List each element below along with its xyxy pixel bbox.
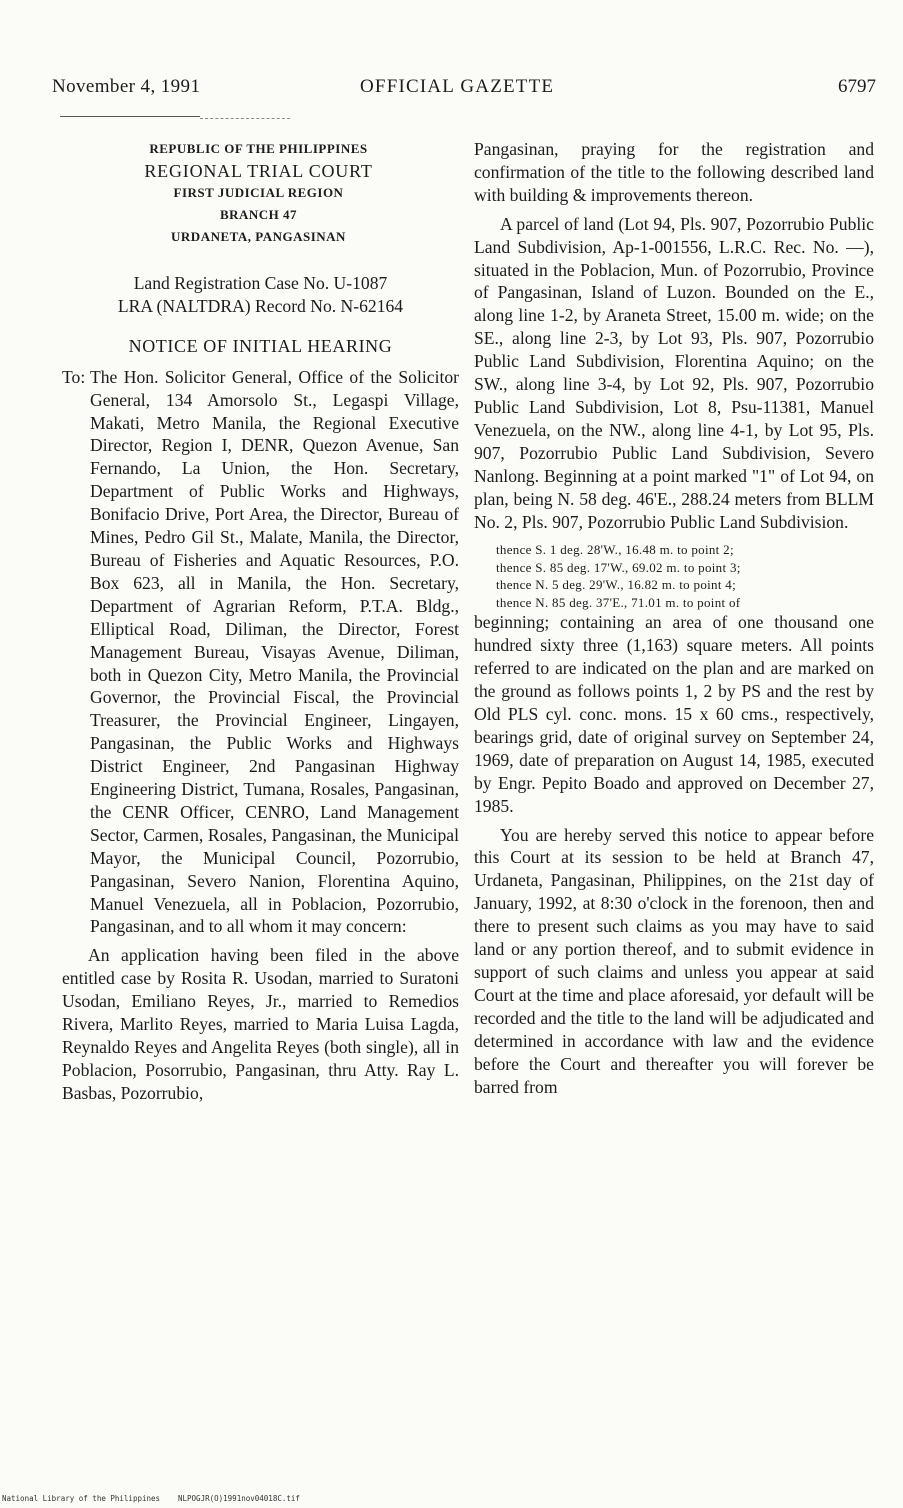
record-number: LRA (NALTDRA) Record No. N-62164 — [117, 295, 404, 316]
bearings-list — [496, 541, 874, 611]
page-number: 6797 — [838, 76, 876, 97]
bearing-line: thence S. 85 deg. 17'W., 69.02 m. to point 3; — [496, 559, 741, 575]
parcel-description: A parcel of land (Lot 94, Pls. 907, Pozorrubio Public Land Subdivision, Ap-1-001556, L.R.C. Rec. No. —), situated in the Poblacion, Mun. of Pozorrubio, Province of Pangasinan, Island of Luzon. Bounded on the E., along line 1-2, by Araneta Street, 15.00 m. wide; on the SE., along line 2-3, by Lot 93, Pls. 907, Pozorrubio Public Land Subdivision, Florentina Aquino; on the SW., along line 3-4, by Lot 92, Pls. 907, Pozorrubio Public Land Subdivision, Lot 8, Psu-11381, Manuel Venezuela, on the NW., along line 4-1, by Lot 95, Pls. 907, Pozorrubio Public Land Subdivision, Severo Nanlong. Beginning at a point marked "1" of Lot 94, on plan, being N. 58 deg. 46'E., 288.24 meters from BLLM No. 2, Pls. 907, Pozorrubio Public Land Subdivision. — [474, 213, 874, 532]
judicial-region: FIRST JUDICIAL REGION — [173, 185, 344, 200]
area-paragraph: beginning; containing an area of one thousand one hundred sixty three (1,163) square meters. All points referred to are indicated on the plan and are marked on the ground as follows points 1, 2 by PS and the rest by Old PLS cyl. conc. mons. 15 x 60 cms., respectively, bearings grid, date of original survey on September 24, 1969, date of preparation on August 14, 1985, executed by Engr. Pepito Boado and approved on December 27, 1985. — [474, 612, 874, 816]
court-name: REGIONAL TRIAL COURT — [144, 161, 373, 181]
bearing-line: thence S. 1 deg. 28'W., 16.48 m. to point 2; — [496, 542, 734, 558]
publication-title: OFFICIAL GAZETTE — [360, 76, 555, 97]
header-rule — [60, 116, 200, 117]
court-heading — [58, 138, 459, 248]
case-number: Land Registration Case No. U-1087 — [133, 273, 388, 293]
left-column — [62, 138, 459, 1105]
bearing-line: thence N. 85 deg. 37'E., 71.01 m. to point of — [496, 594, 741, 610]
application-paragraph: An application having been filed in the above entitled case by Rosita R. Usodan, married to Suratoni Usodan, Emiliano Reyes, Jr., married to Remedios Rivera, Marlito Reyes, married to Maria Luisa Lagda, Reynaldo Reyes and Angelita Reyes (both single), all in Poblacion, Posorrubio, Pangasinan, thru Atty. Ray L. Basbas, Pozorrubio, — [62, 945, 459, 1103]
court-branch: BRANCH 47 — [219, 207, 298, 222]
footer-filename: NLPOGJR(O)1991nov04018C.tif — [178, 1494, 300, 1503]
court-location: URDANETA, PANGASINAN — [171, 229, 346, 244]
footer-library: National Library of the Philippines — [2, 1494, 161, 1503]
served-paragraph: You are hereby served this notice to appear before this Court at its session to be held at Branch 47, Urdaneta, Pangasinan, Philippines, on the 21st day of January, 1992, at 8:30 o'clock in the forenoon, then and there to present such claims as you may have to said land or any portion thereof, and to submit evidence in support of such claims and unless you appear at said Court at the time and place aforesaid, yor default will be recorded and the title to the land will be adjudicated and determined in accordance with law and the evidence before the Court and thereafter you will forever be barred from — [474, 824, 874, 1097]
notice-title: NOTICE OF INITIAL HEARING — [128, 335, 393, 356]
right-column — [474, 138, 874, 1098]
issue-date: November 4, 1991 — [52, 76, 201, 97]
application-continued: Pangasinan, praying for the registration and confirmation of the title to the following described land with building & improvements thereon. — [474, 139, 874, 205]
header-rule-dashed — [200, 118, 290, 119]
page-header — [52, 76, 876, 102]
case-info — [62, 272, 459, 318]
bearing-line: thence N. 5 deg. 29'W., 16.82 m. to point 4; — [496, 577, 737, 593]
addressee-text: The Hon. Solicitor General, Office of the Solicitor General, 134 Amorsolo St., Legaspi Village, Makati, Metro Manila, the Regional Executive Director, Region I, DENR, Quezon Avenue, San Fernando, La Union, the Hon. Secretary, Department of Public Works and Highways, Bonifacio Drive, Port Area, the Director, Bureau of Mines, Pedro Gil St., Malate, Manila, the Director, Bureau of Fisheries and Aquatic Resources, P.O. Box 623, all in Manila, the Hon. Secretary, Department of Agrarian Reform, P.T.A. Bldg., Elliptical Road, Diliman, the Director, Forest Management Bureau, Visayas Avenue, Diliman, both in Quezon City, Metro Manila, the Provincial Governor, the Provincial Fiscal, the Provincial Treasurer, the Provincial Engineer, Lingayen, Pangasinan, the Public Works and Highways District Engineer, 2nd Pangasinan Highway Engineering District, Tumana, Rosales, Pangasinan, the CENR Officer, CENRO, Land Management Sector, Carmen, Rosales, Pangasinan, the Municipal Mayor, the Municipal Council, Pozorrubio, Pangasinan, Severo Nanion, Florentina Aquino, Manuel Venezuela, all in Poblacion, Pozorrubio, Pangasinan, and to all whom it may concern: — [90, 366, 459, 937]
to-label: To: — [62, 366, 86, 387]
addressee-block — [62, 366, 459, 939]
republic-line: REPUBLIC OF THE PHILIPPINES — [149, 141, 368, 156]
